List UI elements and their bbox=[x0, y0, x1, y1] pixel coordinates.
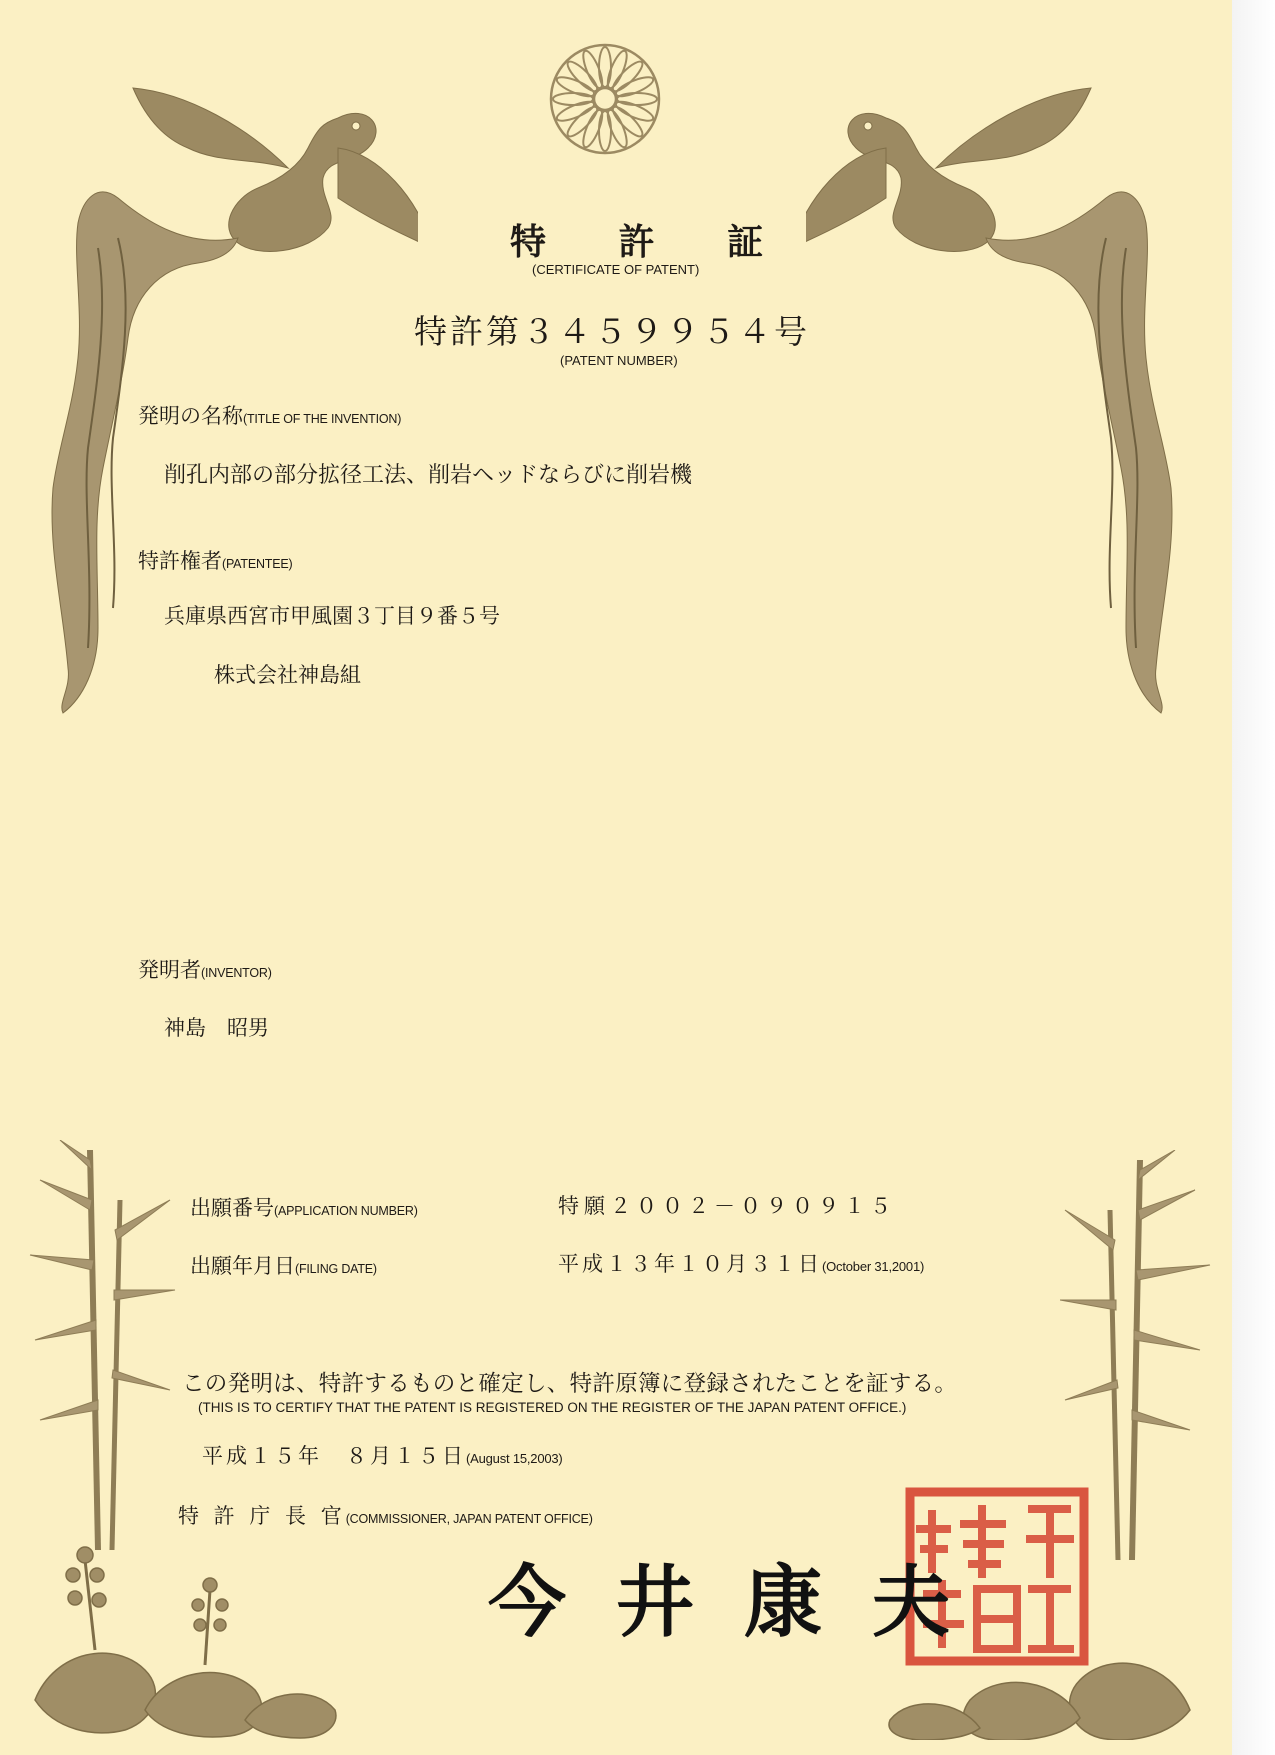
commissioner-label-jp: 特 許 庁 長 官 bbox=[178, 1504, 346, 1528]
patentee-address: 兵庫県西宮市甲風園３丁目９番５号 bbox=[164, 604, 500, 628]
patentee-label-jp: 特許権者 bbox=[138, 549, 222, 573]
crest-petal bbox=[609, 58, 646, 95]
paulownia-left-icon bbox=[15, 1520, 345, 1740]
patentee-name: 株式会社神島組 bbox=[214, 663, 361, 687]
filing-date-label-en: (FILING DATE) bbox=[295, 1262, 377, 1276]
commissioner-signature: 今井康夫 bbox=[488, 1557, 1001, 1648]
commissioner-label bbox=[178, 1500, 593, 1530]
invention-title-label bbox=[138, 400, 401, 430]
patentee-label bbox=[138, 545, 292, 575]
crest-petal bbox=[553, 93, 593, 105]
crest-petal bbox=[599, 47, 611, 87]
filing-date-label-jp: 出願年月日 bbox=[190, 1254, 295, 1278]
filing-date-value-jp: 平成１３年１０月３１日 bbox=[558, 1252, 822, 1276]
chrysanthemum-crest-icon bbox=[548, 42, 662, 156]
inventor-label bbox=[138, 954, 272, 984]
bamboo-left-icon bbox=[20, 1140, 180, 1560]
patentee-label-en: (PATENTEE) bbox=[222, 557, 293, 571]
certificate-title-en: (CERTIFICATE OF PATENT) bbox=[532, 262, 700, 277]
crest-petal bbox=[564, 58, 601, 95]
application-number-label-jp: 出願番号 bbox=[190, 1196, 274, 1220]
application-number-value: 特願２００２－０９０９１５ bbox=[558, 1194, 896, 1218]
invention-title-label-jp: 発明の名称 bbox=[138, 404, 243, 428]
certification-date-jp: 平成１５年 ８月１５日 bbox=[202, 1444, 466, 1468]
filing-date-value-en: (October 31,2001) bbox=[822, 1259, 925, 1274]
filing-date-label bbox=[190, 1250, 377, 1280]
application-number-label bbox=[190, 1192, 418, 1222]
inventor-label-jp: 発明者 bbox=[138, 958, 201, 982]
certification-statement: この発明は、特許するものと確定し、特許原簿に登録されたことを証する。 bbox=[182, 1371, 958, 1397]
application-number-label-en: (APPLICATION NUMBER) bbox=[274, 1204, 418, 1218]
invention-title-value: 削孔内部の部分拡径工法、削岩ヘッドならびに削岩機 bbox=[164, 463, 693, 488]
inventor-label-en: (INVENTOR) bbox=[201, 966, 272, 980]
crest-petal bbox=[599, 111, 611, 151]
phoenix-right-icon bbox=[806, 48, 1186, 718]
crest-petal bbox=[617, 93, 657, 105]
commissioner-label-en: (COMMISSIONER, JAPAN PATENT OFFICE) bbox=[345, 1512, 593, 1526]
scan-margin bbox=[1232, 0, 1275, 1755]
invention-title-label-en: (TITLE OF THE INVENTION) bbox=[243, 412, 402, 426]
certificate-title: 特 許 証 bbox=[510, 221, 794, 263]
patent-number: 特許第３４５９９５４号 bbox=[414, 312, 810, 351]
patent-number-en: (PATENT NUMBER) bbox=[560, 353, 678, 368]
inventor-name: 神島 昭男 bbox=[164, 1016, 269, 1040]
crest-petal bbox=[609, 103, 646, 140]
crest-petal bbox=[564, 103, 601, 140]
certification-date bbox=[202, 1440, 563, 1470]
filing-date-value bbox=[558, 1248, 924, 1278]
certification-statement-en: (THIS IS TO CERTIFY THAT THE PATENT IS REGISTERED ON THE REGISTER OF THE JAPAN PATENT OFFICE.) bbox=[198, 1400, 907, 1415]
certification-date-en: (August 15,2003) bbox=[466, 1451, 563, 1466]
